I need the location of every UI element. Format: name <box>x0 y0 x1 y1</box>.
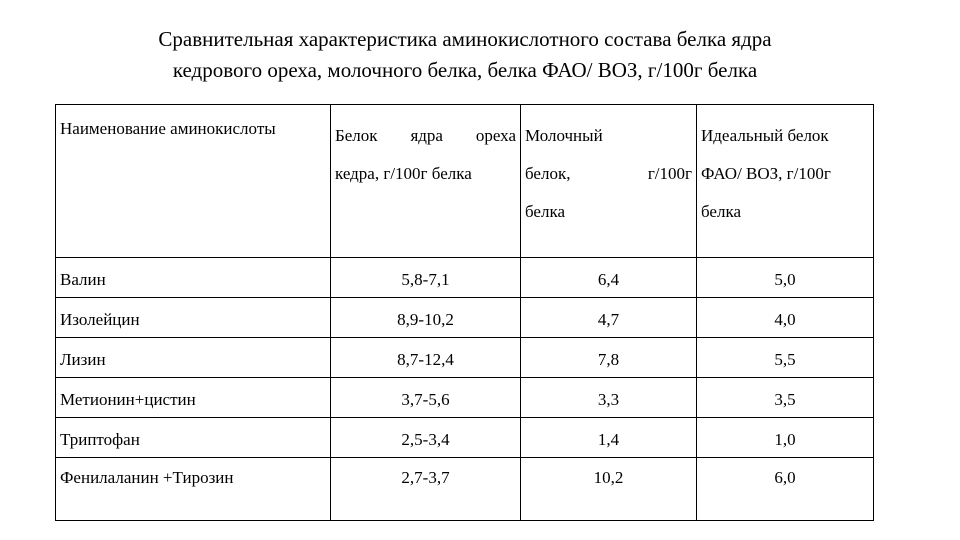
header-ideal-line-3: белка <box>701 202 742 221</box>
table-row <box>56 258 874 298</box>
amino-acid-name: Лизин <box>56 338 331 378</box>
ideal-value: 1,0 <box>697 418 874 458</box>
cedar-value: 2,7-3,7 <box>331 458 521 521</box>
milk-value: 4,7 <box>521 298 697 338</box>
milk-value: 6,4 <box>521 258 697 298</box>
ideal-value: 6,0 <box>697 458 874 521</box>
header-cedar-line-1: Белок ядра ореха <box>335 126 516 145</box>
table-row <box>56 378 874 418</box>
table-row <box>56 298 874 338</box>
cedar-value: 2,5-3,4 <box>331 418 521 458</box>
cedar-value: 3,7-5,6 <box>331 378 521 418</box>
milk-value: 3,3 <box>521 378 697 418</box>
amino-acid-table <box>55 104 874 521</box>
header-cedar-protein <box>331 105 521 258</box>
header-ideal-line-2: ФАО/ ВОЗ, г/100г <box>701 164 831 183</box>
ideal-value: 3,5 <box>697 378 874 418</box>
header-ideal-protein <box>697 105 874 258</box>
header-ideal-line-1: Идеальный белок <box>701 126 829 145</box>
table-row <box>56 418 874 458</box>
header-name-label: Наименование аминокислоты <box>60 119 276 138</box>
document-title <box>60 24 870 86</box>
amino-acid-name: Изолейцин <box>56 298 331 338</box>
amino-acid-name: Метионин+цистин <box>56 378 331 418</box>
header-amino-acid-name <box>56 105 331 258</box>
amino-acid-name: Фенилаланин +Тирозин <box>56 458 331 521</box>
ideal-value: 4,0 <box>697 298 874 338</box>
header-milk-line-2: белок, г/100г <box>525 164 692 183</box>
amino-acid-name: Валин <box>56 258 331 298</box>
amino-acid-name: Триптофан <box>56 418 331 458</box>
milk-value: 1,4 <box>521 418 697 458</box>
cedar-value: 8,7-12,4 <box>331 338 521 378</box>
ideal-value: 5,0 <box>697 258 874 298</box>
milk-value: 10,2 <box>521 458 697 521</box>
header-milk-protein <box>521 105 697 258</box>
table-row <box>56 338 874 378</box>
table-row <box>56 458 874 521</box>
header-cedar-line-2: кедра, г/100г белка <box>335 164 472 183</box>
cedar-value: 8,9-10,2 <box>331 298 521 338</box>
milk-value: 7,8 <box>521 338 697 378</box>
cedar-value: 5,8-7,1 <box>331 258 521 298</box>
header-milk-line-3: белка <box>525 202 566 221</box>
ideal-value: 5,5 <box>697 338 874 378</box>
header-milk-line-1: Молочный <box>525 126 603 145</box>
table-header-row <box>56 105 874 258</box>
title-line-1: Сравнительная характеристика аминокислотного состава белка ядра <box>158 27 772 51</box>
title-line-2: кедрового ореха, молочного белка, белка ФАО/ ВОЗ, г/100г белка <box>172 58 758 82</box>
